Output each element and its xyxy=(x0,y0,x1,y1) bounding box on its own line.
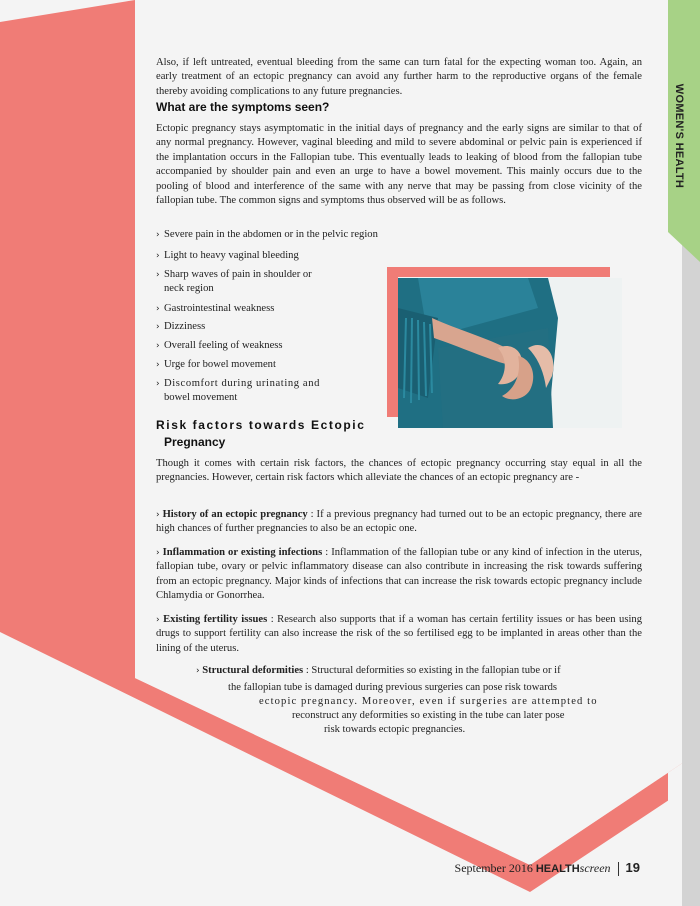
risk-title: Inflammation or existing infections xyxy=(162,547,323,558)
list-item-continued: bowel movement xyxy=(164,392,238,403)
risk-title: Structural deformities xyxy=(202,665,304,676)
bullet-icon: › xyxy=(156,379,161,389)
bullet-icon: › xyxy=(156,270,160,280)
section-tag xyxy=(668,83,692,198)
intro-text: Also, if left untreated, eventual bleeding from the same can turn fatal for the expecting woman too. Again, an early treatment of an ectopic pregnancy can avoid any further harm to the reproductive organs of the female thereby avoiding complications to any future pregnancies. xyxy=(156,57,642,97)
bullet-icon: › xyxy=(156,341,160,351)
list-item: › Discomfort during urinating and xyxy=(156,378,320,389)
risk-title: History of an ectopic pregnancy xyxy=(162,509,308,520)
structural-line: reconstruct any deformities so existing in the tube can later pose xyxy=(292,710,565,721)
bullet-icon: › xyxy=(156,230,160,240)
bullet-icon: › xyxy=(156,510,160,520)
magazine-logo-script: screen xyxy=(579,861,611,875)
list-item: › Urge for bowel movement xyxy=(156,359,276,370)
article-photo xyxy=(398,278,622,428)
page-number: 19 xyxy=(625,860,640,875)
bullet-icon: › xyxy=(156,615,160,625)
bullet-icon: › xyxy=(196,666,200,676)
risk-item xyxy=(156,613,642,656)
list-item: › Overall feeling of weakness xyxy=(156,340,283,351)
risk-item xyxy=(156,546,642,604)
list-item: › Light to heavy vaginal bleeding xyxy=(156,250,299,261)
risk-item-structural: › Structural deformities : Structural deformities so existing in the fallopian tube or if xyxy=(196,665,561,676)
bullet-icon: › xyxy=(156,322,160,332)
photo-frame-left xyxy=(387,267,398,417)
magazine-logo: HEALTH xyxy=(535,863,580,875)
photo-frame xyxy=(387,267,610,277)
intro-paragraph xyxy=(156,56,642,99)
woman-abdomen-illustration xyxy=(398,278,622,428)
symptoms-text: Ectopic pregnancy stays asymptomatic in the initial days of pregnancy and the early signs are similar to that of any normal pregnancy. However, vaginal bleeding and mild to severe abdominal or pelvic pain is experienced if the implantation occurs in the Fallopian tube. This eventually leads to leaking of blood from the fallopian tube accompanied by shoulder pain and even an urge to have a bowel movement. This mainly occurs due to the pooling of blood and interference of the same with any nerve that may be passing from close vicinity of the fallopian tube. The common signs and symptoms thus observed will be as follows. xyxy=(156,123,642,207)
bullet-icon: › xyxy=(156,304,160,314)
page-footer xyxy=(455,860,640,876)
bullet-icon: › xyxy=(156,548,160,558)
risk-intro-paragraph xyxy=(156,457,642,486)
risk-text: : Research also supports that if a woman has certain fertility issues or has been using drugs to support fertility can also increase the risk of the so fertilised egg to be implanted in areas other than the lining of the uterus. xyxy=(156,614,642,654)
list-item-continued: neck region xyxy=(164,283,214,294)
footer-date: September 2016 xyxy=(454,861,533,875)
symptoms-heading: What are the symptoms seen? xyxy=(156,100,330,114)
risk-text: : If a previous pregnancy had turned out to be an ectopic pregnancy, there are high chances of further pregnancies to also be an ectopic one. xyxy=(156,509,643,535)
risk-heading-line2: Pregnancy xyxy=(164,435,226,449)
list-item: › Sharp waves of pain in shoulder or xyxy=(156,269,312,280)
risk-intro-text: Though it comes with certain risk factors, the chances of ectopic pregnancy occurring stay equal in all the pregnancies. However, certain risk factors which alleviate the chances of an ectopic pregnancy are - xyxy=(156,458,642,484)
bullet-icon: › xyxy=(156,251,160,261)
risk-heading-line1: Risk factors towards Ectopic xyxy=(156,418,366,432)
symptoms-paragraph xyxy=(156,122,642,208)
footer-divider xyxy=(618,862,619,876)
bullet-icon: › xyxy=(156,360,160,370)
structural-line: ectopic pregnancy. Moreover, even if surgeries are attempted to xyxy=(259,696,598,707)
list-item: › Severe pain in the abdomen or in the pelvic region xyxy=(156,229,378,240)
list-item: › Gastrointestinal weakness xyxy=(156,303,275,314)
list-item: › Dizziness xyxy=(156,321,206,332)
structural-line: risk towards ectopic pregnancies. xyxy=(324,724,466,735)
risk-item xyxy=(156,508,642,537)
structural-line: the fallopian tube is damaged during previous surgeries can pose risk towards xyxy=(228,682,558,693)
risk-title: Existing fertility issues xyxy=(163,614,268,625)
risk-text: : Inflammation of the fallopian tube or any kind of infection in the uterus, fallopian tube, ovary or pelvic inflammatory disease can also contribute in increasing the risk towards suffering from an ectopic pregnancy. Major kinds of infections that can increase the risk towards ectopic pregnancy include Chlamydia or Gonorrhea. xyxy=(156,547,642,602)
section-tag-text: WOMEN'S HEALTH xyxy=(673,83,685,189)
